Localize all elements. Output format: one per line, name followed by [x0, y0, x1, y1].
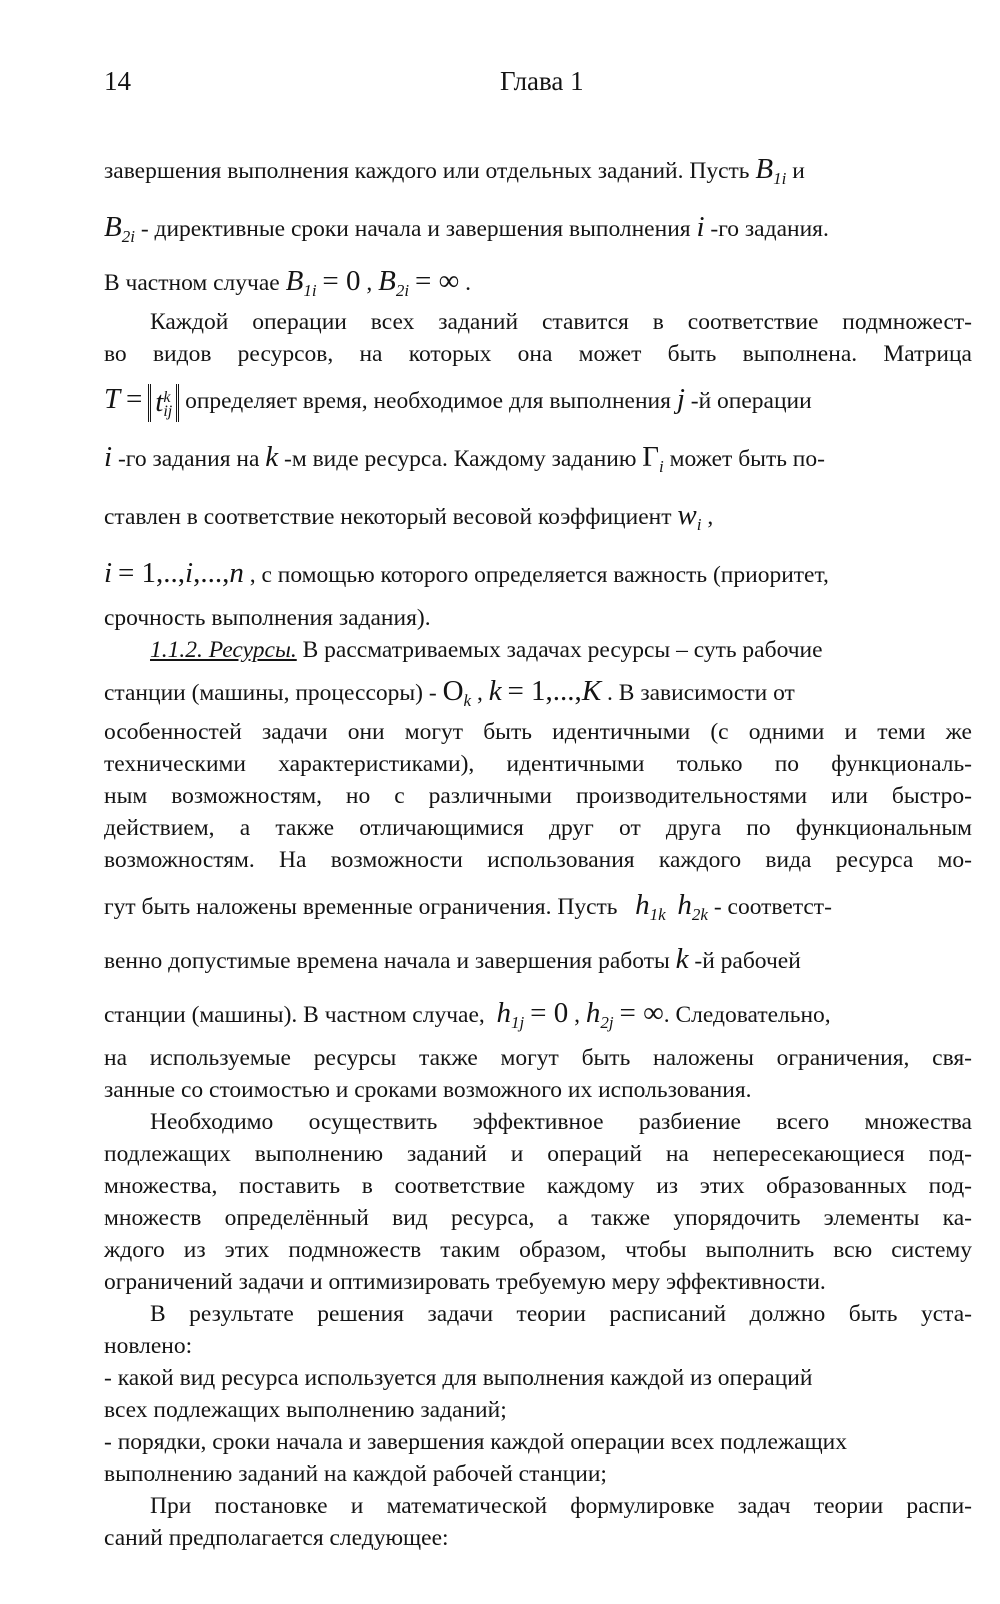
list-item: - порядки, сроки начала и завершения каждой операции всех подлежащих [104, 1429, 848, 1455]
paragraph-line: во видов ресурсов, на которых она может быть выполнена. Матрица [104, 341, 972, 367]
paragraph-line: ждого из этих подмножеств таким образом, чтобы выполнить всю систему [104, 1237, 972, 1263]
section-title: 1.1.2. Ресурсы. [150, 637, 297, 663]
paragraph-line: возможностям. На возможности использования каждого вида ресурса мо- [104, 847, 972, 873]
paragraph-line: ограничений задачи и оптимизировать требуемую меру эффективности. [104, 1269, 826, 1295]
paragraph-line: Необходимо осуществить эффективное разбиение всего множества [150, 1109, 972, 1135]
text-line: венно допустимые времена начала и завершения работы k -й рабочей [104, 943, 801, 975]
text-line: гут быть наложены временные ограничения. Пусть $h_{1k}$ $h_{2k}$ - соответст- [104, 889, 832, 924]
paragraph-line: Каждой операции всех заданий ставится в соответствие подмножест- [150, 309, 972, 335]
paragraph-line: ным возможностям, но с различными производительностями или быстро- [104, 783, 972, 809]
paragraph-line: занные со стоимостью и сроками возможного их использования. [104, 1077, 752, 1103]
running-header [0, 66, 1000, 106]
list-item: - какой вид ресурса используется для выполнения каждой из операций [104, 1365, 813, 1391]
chapter-title: Глава 1 [500, 66, 584, 96]
text-line: ставлен в соответствие некоторый весовой коэффициент $w_i$ , [104, 499, 714, 534]
text-line-matrix: T = t k ij определяет время, необходимое для выполнения j -й операции [104, 383, 812, 421]
paragraph-line: техническими характеристиками), идентичными только по функциональ- [104, 751, 972, 777]
text-line: срочность выполнения задания). [104, 605, 431, 631]
text-line: i -го задания на k -м виде ресурса. Каждому заданию $\Gamma_i$ может быть по- [104, 441, 825, 476]
text-line: В частном случае $B_{1i} = 0$ , $B_{2i}$ = ∞ . [104, 265, 472, 300]
paragraph-line: новлено: [104, 1333, 193, 1359]
paragraph-line: саний предполагается следующее: [104, 1525, 449, 1551]
text-line: $B_{2i}$ - директивные сроки начала и завершения выполнения i -го задания. [104, 211, 829, 246]
paragraph-line: множества, поставить в соответствие каждому из этих образованных под- [104, 1173, 972, 1199]
text-line: станции (машины, процессоры) - $O_k$ , k = 1,...,K . В зависимости от [104, 675, 795, 710]
paragraph-line: множеств определённый вид ресурса, а также упорядочить элементы ка- [104, 1205, 972, 1231]
paragraph-line: подлежащих выполнению заданий и операций на непересекающиеся под- [104, 1141, 972, 1167]
page-number: 14 [104, 66, 131, 96]
paragraph-line: В результате решения задачи теории расписаний должно быть уста- [150, 1301, 972, 1327]
paragraph-line: на используемые ресурсы также могут быть наложены ограничения, свя- [104, 1045, 972, 1071]
paragraph-line: действием, а также отличающимися друг от друга по функциональным [104, 815, 972, 841]
list-item: всех подлежащих выполнению заданий; [104, 1397, 507, 1423]
section-line: 1.1.2. Ресурсы. В рассматриваемых задачах ресурсы – суть рабочие [150, 637, 823, 663]
text-line: станции (машины). В частном случае, $h_{1j} = 0$ , $h_{2j}$ = ∞. Следовательно, [104, 997, 831, 1032]
text-line: i = 1,..,i,...,n , с помощью которого определяется важность (приоритет, [104, 557, 829, 589]
paragraph-line: особенностей задачи они могут быть идентичными (с одними и теми же [104, 719, 972, 745]
text-line: завершения выполнения каждого или отдельных заданий. Пусть $B_{1i}$ и [104, 153, 805, 188]
list-item: выполнению заданий на каждой рабочей станции; [104, 1461, 607, 1487]
paragraph-line: При постановке и математической формулировке задач теории распи- [150, 1493, 972, 1519]
page-body [104, 140, 972, 1554]
